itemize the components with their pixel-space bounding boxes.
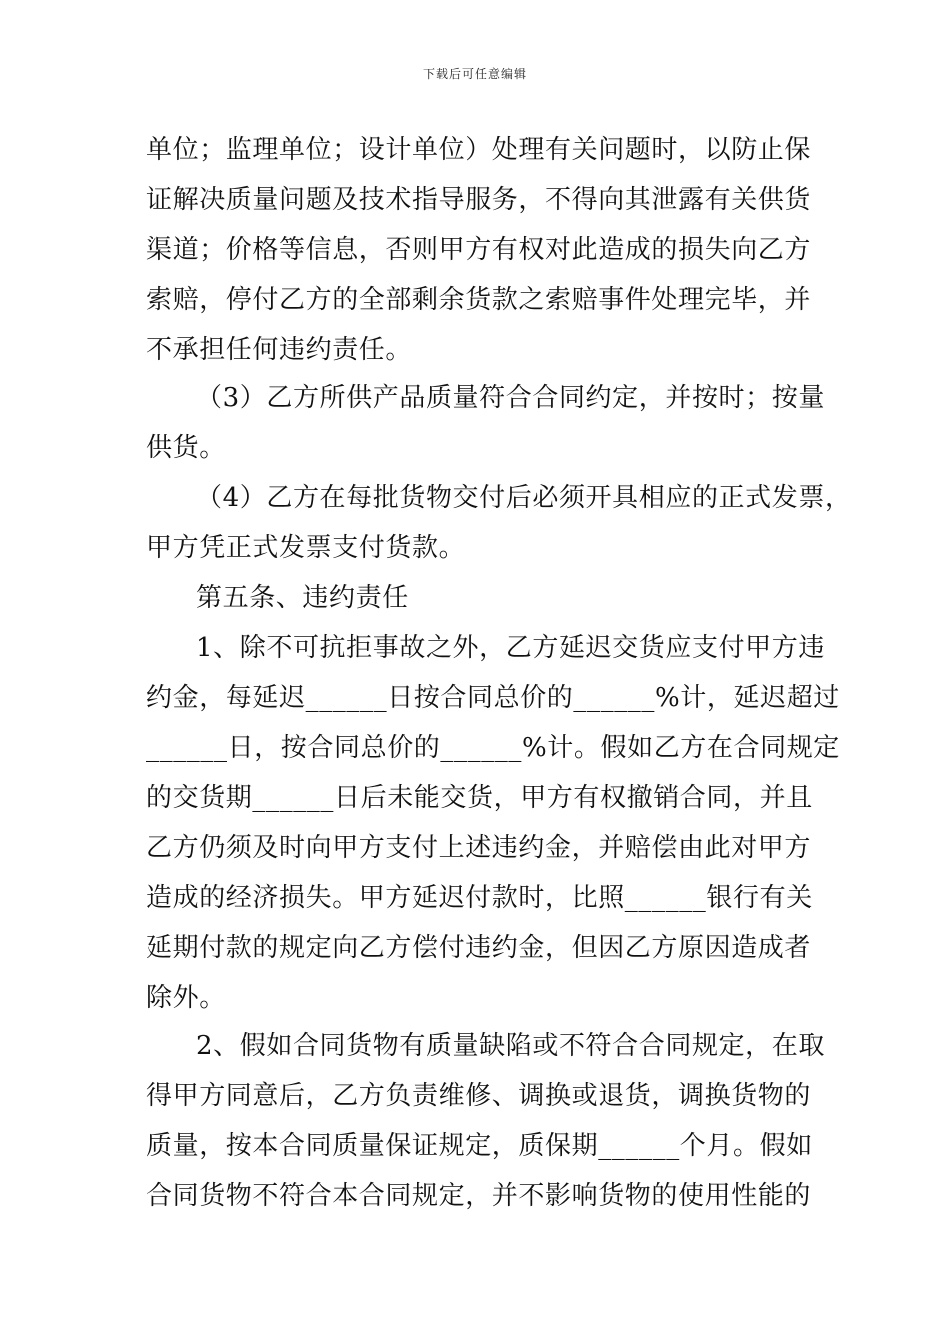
- text-line: 不承担任何违约责任。: [146, 335, 413, 365]
- text-line: 1、除不可抗拒事故之外，乙方延迟交货应支付甲方违: [196, 633, 825, 663]
- text-line: （3）乙方所供产品质量符合合同约定，并按时；按量: [196, 383, 825, 413]
- text-line: 造成的经济损失。甲方延迟付款时，比照______银行有关: [146, 883, 813, 913]
- text-line: 的交货期______日后未能交货，甲方有权撤销合同，并且: [146, 783, 813, 813]
- text-line: 单位；监理单位；设计单位）处理有关问题时，以防止保: [146, 135, 812, 165]
- section-heading: 第五条、违约责任: [196, 583, 409, 613]
- text-line: （4）乙方在每批货物交付后必须开具相应的正式发票，: [196, 483, 852, 513]
- text-line: 约金，每延迟______日按合同总价的______%计，延迟超过: [146, 683, 840, 713]
- text-line: 合同货物不符合本合同规定，并不影响货物的使用性能的: [146, 1181, 812, 1211]
- text-line: 渠道；价格等信息，否则甲方有权对此造成的损失向乙方: [146, 235, 812, 265]
- page-header: 下载后可任意编辑: [422, 67, 527, 81]
- text-line: 索赔，停付乙方的全部剩余货款之索赔事件处理完毕，并: [146, 285, 812, 315]
- text-line: 除外。: [146, 983, 226, 1013]
- text-line: 2、假如合同货物有质量缺陷或不符合合同规定，在取: [196, 1031, 825, 1061]
- text-line: 证解决质量问题及技术指导服务，不得向其泄露有关供货: [146, 185, 812, 215]
- text-line: 延期付款的规定向乙方偿付违约金，但因乙方原因造成者: [146, 933, 812, 963]
- text-line: ______日，按合同总价的______%计。假如乙方在合同规定: [146, 733, 840, 763]
- text-line: 供货。: [146, 433, 226, 463]
- text-line: 质量，按本合同质量保证规定，质保期______个月。假如: [146, 1131, 813, 1161]
- text-line: 甲方凭正式发票支付货款。: [146, 533, 466, 563]
- text-line: 乙方仍须及时向甲方支付上述违约金，并赔偿由此对甲方: [146, 833, 812, 863]
- text-line: 得甲方同意后，乙方负责维修、调换或退货，调换货物的: [146, 1081, 812, 1111]
